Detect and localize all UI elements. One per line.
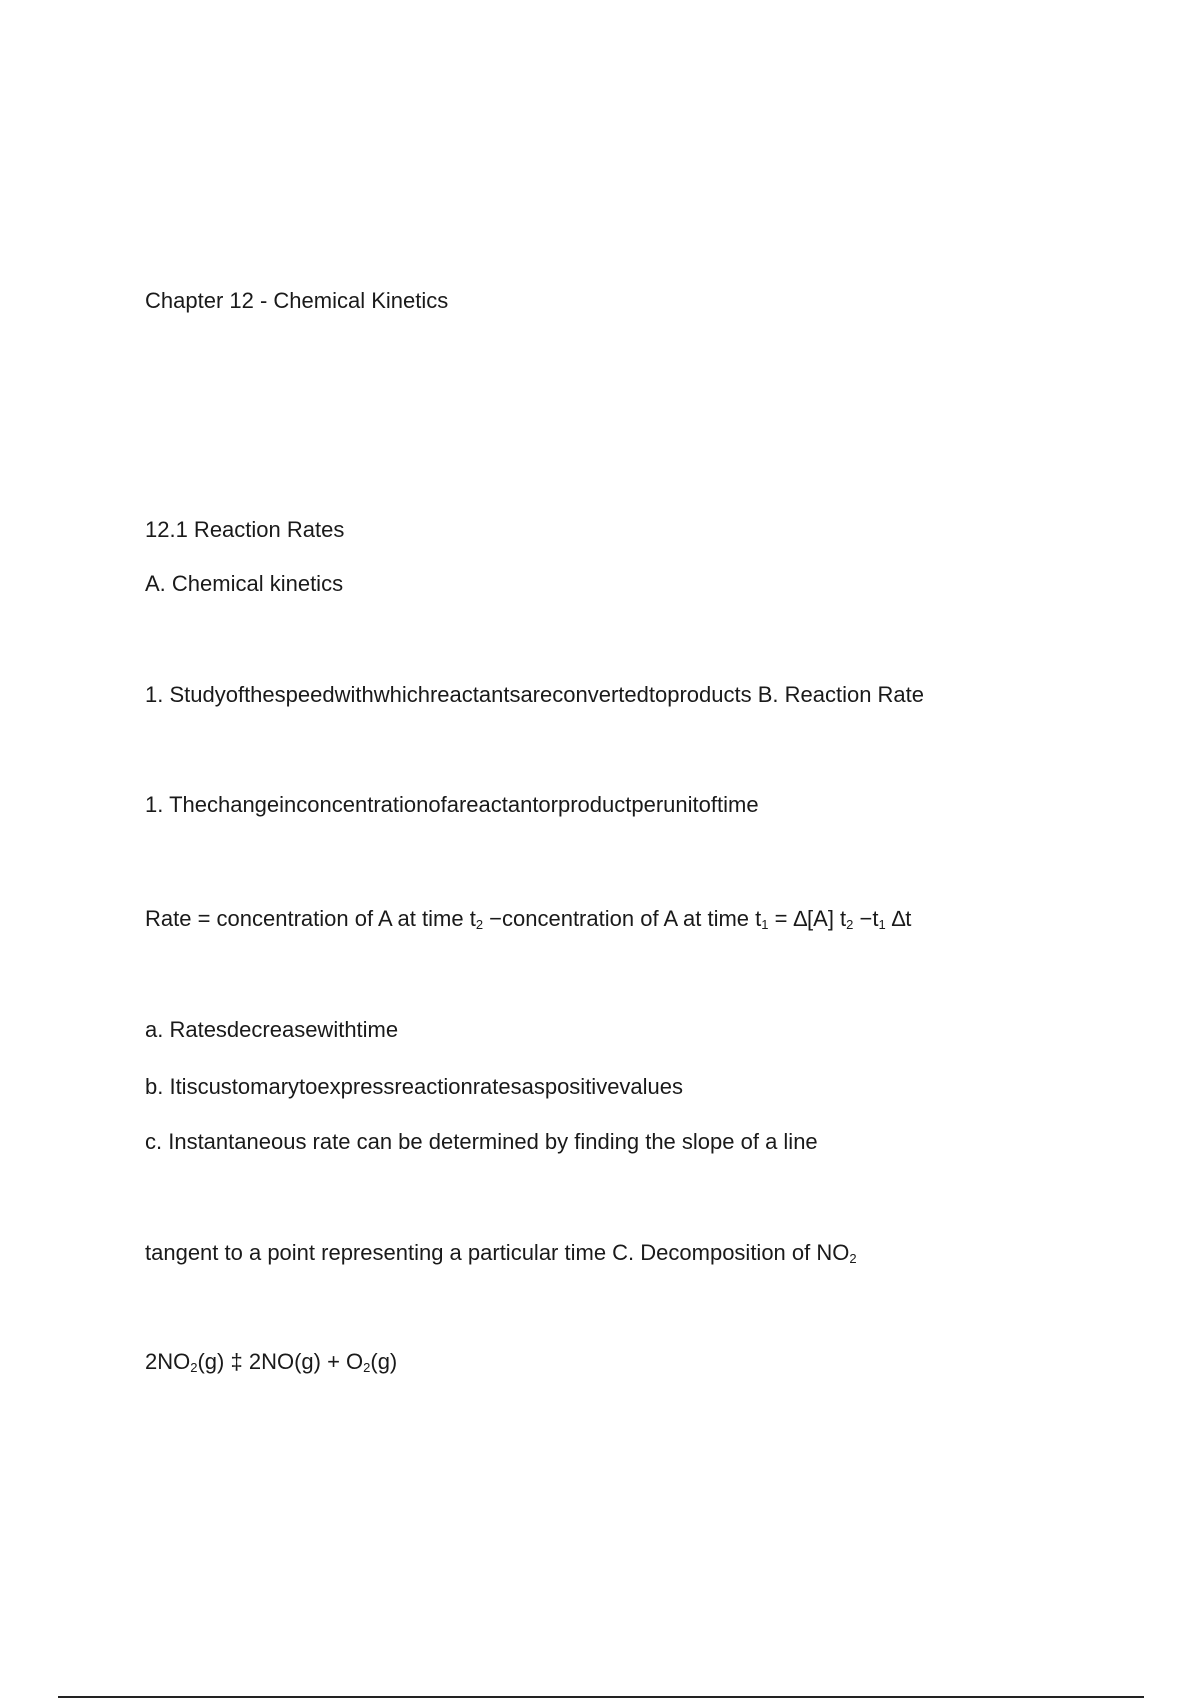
tangent-line-subscript: 2 [849,1251,857,1266]
tangent-line-text [145,1239,857,1273]
decomposition-equation [145,1348,397,1382]
chapter-title: Chapter 12 - Chemical Kinetics [145,288,449,313]
item-study-of-speed: 1. Studyofthespeedwithwhichreactantsareconvertedtoproducts B. Reaction Rate [145,682,925,707]
rate-formula [145,905,911,939]
rate-formula-subscript: 2 [475,917,484,932]
section-title: 12.1 Reaction Rates [145,517,345,542]
equation-part: (g) [370,1349,398,1374]
equation-subscript: 2 [363,1360,371,1375]
rate-formula-part: Rate = concentration of A at time t [145,906,476,931]
equation-part: 2NO [145,1349,191,1374]
rate-formula-subscript: 1 [761,917,769,932]
rate-formula-subscript: 2 [846,917,854,932]
item-positive-values: b. Itiscustomarytoexpressreactionratesaspositivevalues [145,1074,684,1099]
rate-formula-subscript: 1 [878,917,886,932]
item-instantaneous-rate: c. Instantaneous rate can be determined by finding the slope of a line [145,1129,818,1154]
tangent-line-part: tangent to a point representing a particular time C. Decomposition of NO [145,1240,850,1265]
heading-chemical-kinetics: A. Chemical kinetics [145,571,344,596]
bottom-rule [58,1696,1144,1698]
equation-subscript: 2 [190,1360,198,1375]
rate-formula-part: −t [853,906,879,931]
rate-formula-part: = ∆[A] t [768,906,847,931]
item-rates-decrease: a. Ratesdecreasewithtime [145,1017,399,1042]
rate-formula-part: ∆t [885,906,912,931]
rate-formula-part: −concentration of A at time t [483,906,762,931]
item-change-in-concentration: 1. Thechangeinconcentrationofareactantorproductperunitoftime [145,792,759,817]
equation-part: (g) ‡ 2NO(g) + O [197,1349,364,1374]
